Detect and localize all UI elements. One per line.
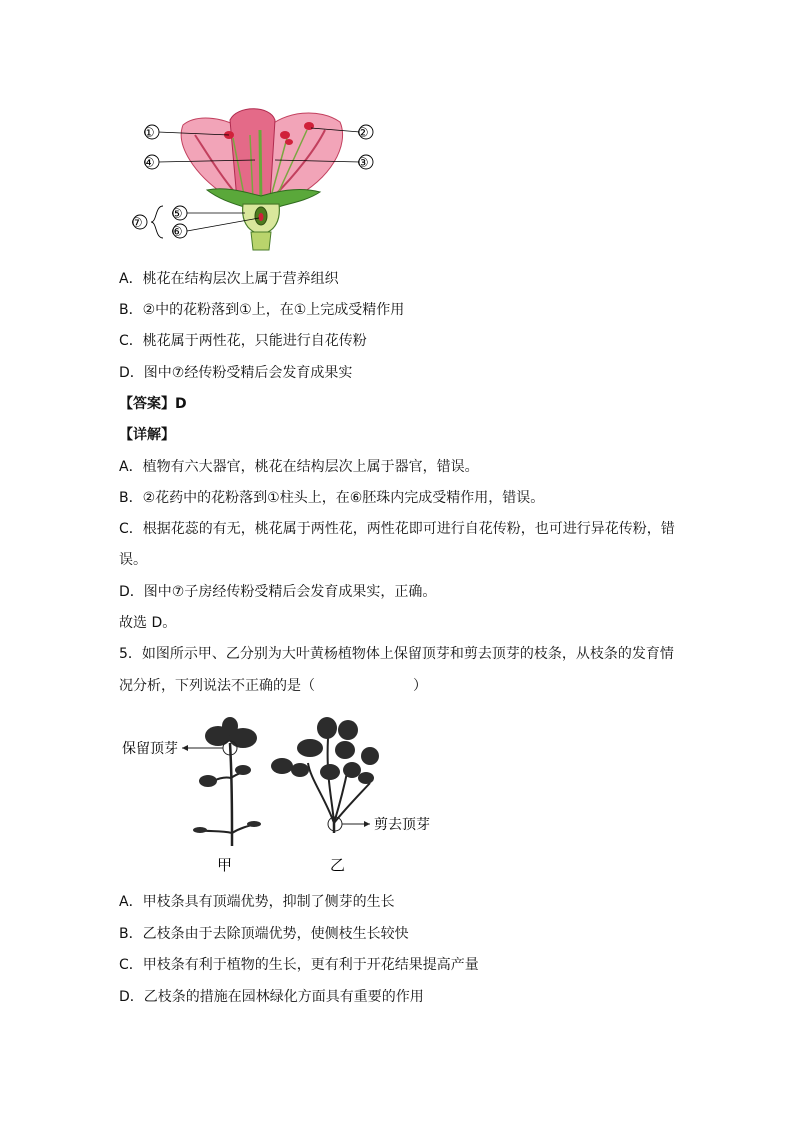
anther [280,131,290,139]
q5-option-c: C．甲枝条有利于植物的生长，更有利于开花结果提高产量 [119,957,479,973]
callout-6: ⑥ [171,225,183,240]
callout-1: ① [143,126,155,141]
label-cut-bud: 剪去顶芽 [374,817,430,833]
q4-explain-b: B．②花药中的花粉落到①柱头上，在⑥胚珠内完成受精作用，错误。 [119,490,545,506]
q5-stem-line1: 5．如图所示甲、乙分别为大叶黄杨植物体上保留顶芽和剪去顶芽的枝条，从枝条的发育情 [119,646,674,662]
callout-4: ④ [143,156,155,171]
label-jia: 甲 [217,856,233,874]
label-keep-bud: 保留顶芽 [122,741,178,757]
q4-explain-d: D．图中⑦子房经传粉受精后会发育成果实，正确。 [119,584,437,600]
right-petal [265,113,343,200]
q4-explain-c2: 误。 [119,552,147,568]
branch-yi [271,717,379,833]
q5-stem-suffix: ） [413,678,427,694]
callout-3: ③ [357,156,369,171]
q4-explain-c1: C．根据花蕊的有无，桃花属于两性花，两性花即可进行自花传粉，也可进行异花传粉，错 [119,521,675,537]
q5-stem-line2 [119,677,427,695]
anther [285,139,293,145]
q4-explain-heading: 【详解】 [119,427,175,443]
q4-option-b: B．②中的花粉落到①上，在①上完成受精作用 [119,302,405,318]
callout-2: ② [357,126,369,141]
q5-stem-prefix: 况分析，下列说法不正确的是（ [119,678,315,694]
q4-option-d: D．图中⑦经传粉受精后会发育成果实 [119,365,353,381]
callout-7: ⑦ [131,216,143,231]
q4-option-a: A．桃花在结构层次上属于营养组织 [119,271,339,287]
q4-explain-a: A．植物有六大器官，桃花在结构层次上属于器官，错误。 [119,459,479,475]
branch-jia [182,717,261,846]
q4-answer: 【答案】D [119,396,187,412]
q4-conclusion: 故选 D。 [119,615,177,631]
q4-option-c: C．桃花属于两性花，只能进行自花传粉 [119,333,367,349]
branch-diagram [120,708,450,878]
callout-5: ⑤ [171,207,183,222]
flower-stem [251,232,271,250]
q5-option-b: B．乙枝条由于去除顶端优势，使侧枝生长较快 [119,926,409,942]
anther [304,122,314,130]
q5-option-d: D．乙枝条的措施在园林绿化方面具有重要的作用 [119,989,424,1005]
label-yi: 乙 [330,856,346,874]
flower-diagram [125,100,395,255]
q5-option-a: A．甲枝条具有顶端优势，抑制了侧芽的生长 [119,894,395,910]
